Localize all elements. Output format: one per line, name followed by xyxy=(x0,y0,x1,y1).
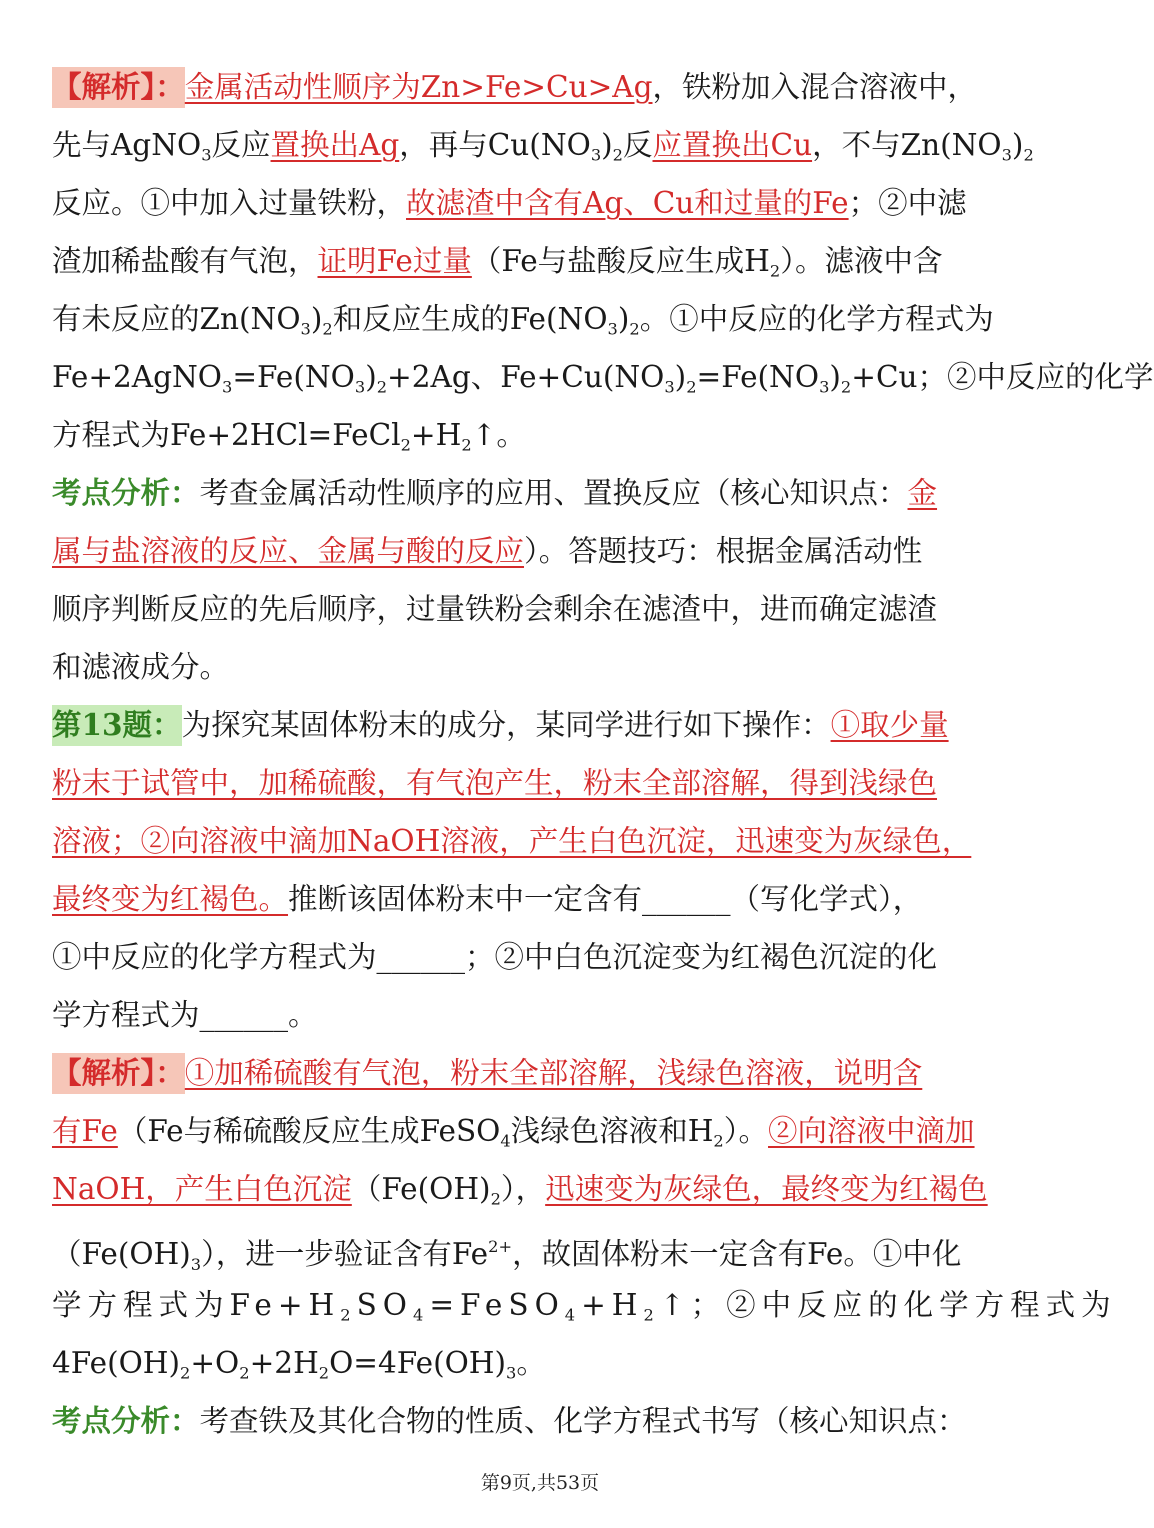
body-text: 和反应生成的Fe(NO xyxy=(332,302,608,336)
analysis-section-1 xyxy=(52,464,1028,696)
highlight-text: 迅速变为灰绿色，最终变为红褐色 xyxy=(545,1172,988,1206)
parse-section-1: 【解析】：金属活动性顺序为Zn>Fe>Cu>Ag，铁粉加入混合溶液中， 先与AgNO$_3$反应置换出Ag，再与$Cu(NO_3)_2$反应置换出Cu，不与$Zn(NO_3)_2$ 反应。①中加入过量铁粉，故滤渣中含有Ag、Cu和过量的Fe；②中滤 渣加稀盐酸有气泡，证明Fe过量（Fe与盐酸反应生成$H_2$）。滤液中含 有未反应的$Zn(NO_3)_2$和反应生成的$Fe(NO_3)_2$。①中反应的化学方程式为 $Fe+2AgNO_3=Fe(NO_3)_2+2Ag$、$Fe+Cu(NO_3)_2=Fe(NO_3)_2+Cu$；②中反应的化学 方程式为$Fe+2HCl=FeCl_2+H_2↑$。 xyxy=(52,69,1154,455)
highlight-text: ①加稀硫酸有气泡，粉末全部溶解，浅绿色溶液，说明含 xyxy=(184,1056,923,1090)
body-text: ，故固体粉末一定含有Fe。①中化 xyxy=(512,1237,962,1272)
equation-line: $Fe+2AgNO_3=Fe(NO_3)_2+2Ag$、$Fe+Cu(NO_3)_2=Fe(NO_3)_2+Cu$；②中反应的化学 xyxy=(52,360,1154,397)
equation-line: $4Fe(OH)_2+O_2+2H_2O=4Fe(OH)_3$。 xyxy=(52,1346,546,1383)
body-text: 渣加稀盐酸有气泡， xyxy=(52,244,318,278)
body-text: 为探究某固体粉末的成分，某同学进行如下操作： xyxy=(181,708,831,742)
body-text: （Fe与稀硫酸反应生成FeSO xyxy=(117,1114,501,1148)
highlight-text: 故滤渣中含有Ag、Cu和过量的Fe xyxy=(406,186,849,220)
question-13 xyxy=(52,696,1028,1044)
parse-tag: 【解析】： xyxy=(52,1053,185,1094)
parse-section-2: 【解析】：①加稀硫酸有气泡，粉末全部溶解，浅绿色溶液，说明含 有Fe（Fe与稀硫酸反应生成FeSO$_4$浅绿色溶液和$H_2$）。②向溶液中滴加 NaOH，产生白色沉淀$(Fe(OH)_2)$，迅速变为灰绿色，最终变为红褐色 $(Fe(OH)_3)$，进一步验证含有$Fe^{2+}$，故固体粉末一定含有Fe。①中化 学方程式为$Fe+H_2SO_4=FeSO_4+H_2↑$；②中反应的化学方程式为 $4Fe(OH)_2+O_2+2H_2O=4Fe(OH)_3$。 xyxy=(52,1044,1028,1392)
highlight-text: 粉末于试管中，加稀硫酸，有气泡产生，粉末全部溶解，得到浅绿色 xyxy=(52,766,938,800)
body-text: 考查铁及其化合物的性质、化学方程式书写（核心知识点： xyxy=(199,1404,967,1438)
body-text: ）。答题技巧：根据金属活动性 xyxy=(524,534,923,568)
body-text: ）。 xyxy=(723,1114,769,1148)
body-line: ①中反应的化学方程式为______；②中白色沉淀变为红褐色沉淀的化 xyxy=(52,940,938,974)
question-label: 第13题： xyxy=(52,705,182,746)
body-text: 反应。①中加入过量铁粉， xyxy=(52,186,407,220)
body-text: ），进一步验证含有Fe xyxy=(201,1237,489,1272)
body-text: 推断该固体粉末中一定含有______（写化学式）， xyxy=(288,882,923,916)
body-text: （Fe(OH) xyxy=(52,1237,191,1272)
highlight-text: 最终变为红褐色。 xyxy=(52,882,289,916)
analysis-label: 考点分析： xyxy=(52,1403,200,1438)
body-text: 。①中反应的化学方程式为 xyxy=(639,302,994,336)
highlight-text: NaOH，产生白色沉淀 xyxy=(52,1172,352,1206)
equation-text: 方程式为Fe+2HCl=FeCl xyxy=(52,418,401,452)
body-line: 先与AgNO$_3$反应置换出Ag，再与$Cu(NO_3)_2$反应置换出Cu，不与$Zn(NO_3)_2$ xyxy=(52,128,1034,165)
parse-tag: 【解析】： xyxy=(52,67,185,108)
highlight-text: 证明Fe过量 xyxy=(317,244,472,278)
body-text: 浅绿色溶液和H xyxy=(510,1114,714,1148)
highlight-text: 金属活动性顺序为Zn>Fe>Cu>Ag xyxy=(184,70,653,104)
highlight-text: 属与盐溶液的反应、金属与酸的反应 xyxy=(52,534,525,568)
body-text: ，铁粉加入混合溶液中， xyxy=(652,70,978,104)
body-text: ）， xyxy=(500,1172,546,1206)
body-line: 顺序判断反应的先后顺序，过量铁粉会剩余在滤渣中，进而确定滤渣 xyxy=(52,592,938,626)
body-text: （Fe(OH) xyxy=(351,1172,491,1206)
body-text: 考查金属活动性顺序的应用、置换反应（核心知识点： xyxy=(199,476,908,510)
analysis-section-2 xyxy=(52,1392,1028,1450)
highlight-text: 有Fe xyxy=(52,1114,118,1148)
body-text: 有未反应的Zn(NO xyxy=(52,302,301,336)
highlight-text: 金 xyxy=(907,476,938,510)
body-line: 学方程式为______。 xyxy=(52,998,318,1032)
highlight-text: ②向溶液中滴加 xyxy=(768,1114,975,1148)
body-text: （Fe与盐酸反应生成$H_2$）。滤液中含 xyxy=(471,244,943,281)
highlight-text: 溶液；②向溶液中滴加NaOH溶液，产生白色沉淀，迅速变为灰绿色， xyxy=(52,824,972,858)
analysis-label: 考点分析： xyxy=(52,475,200,510)
body-line: 和滤液成分。 xyxy=(52,650,230,684)
body-text: ；②中滤 xyxy=(848,186,967,220)
equation-text: 学方程式为Fe+H xyxy=(52,1288,341,1322)
page-footer: 第9页,共53页 xyxy=(480,1472,600,1494)
highlight-text: ①取少量 xyxy=(830,708,949,742)
